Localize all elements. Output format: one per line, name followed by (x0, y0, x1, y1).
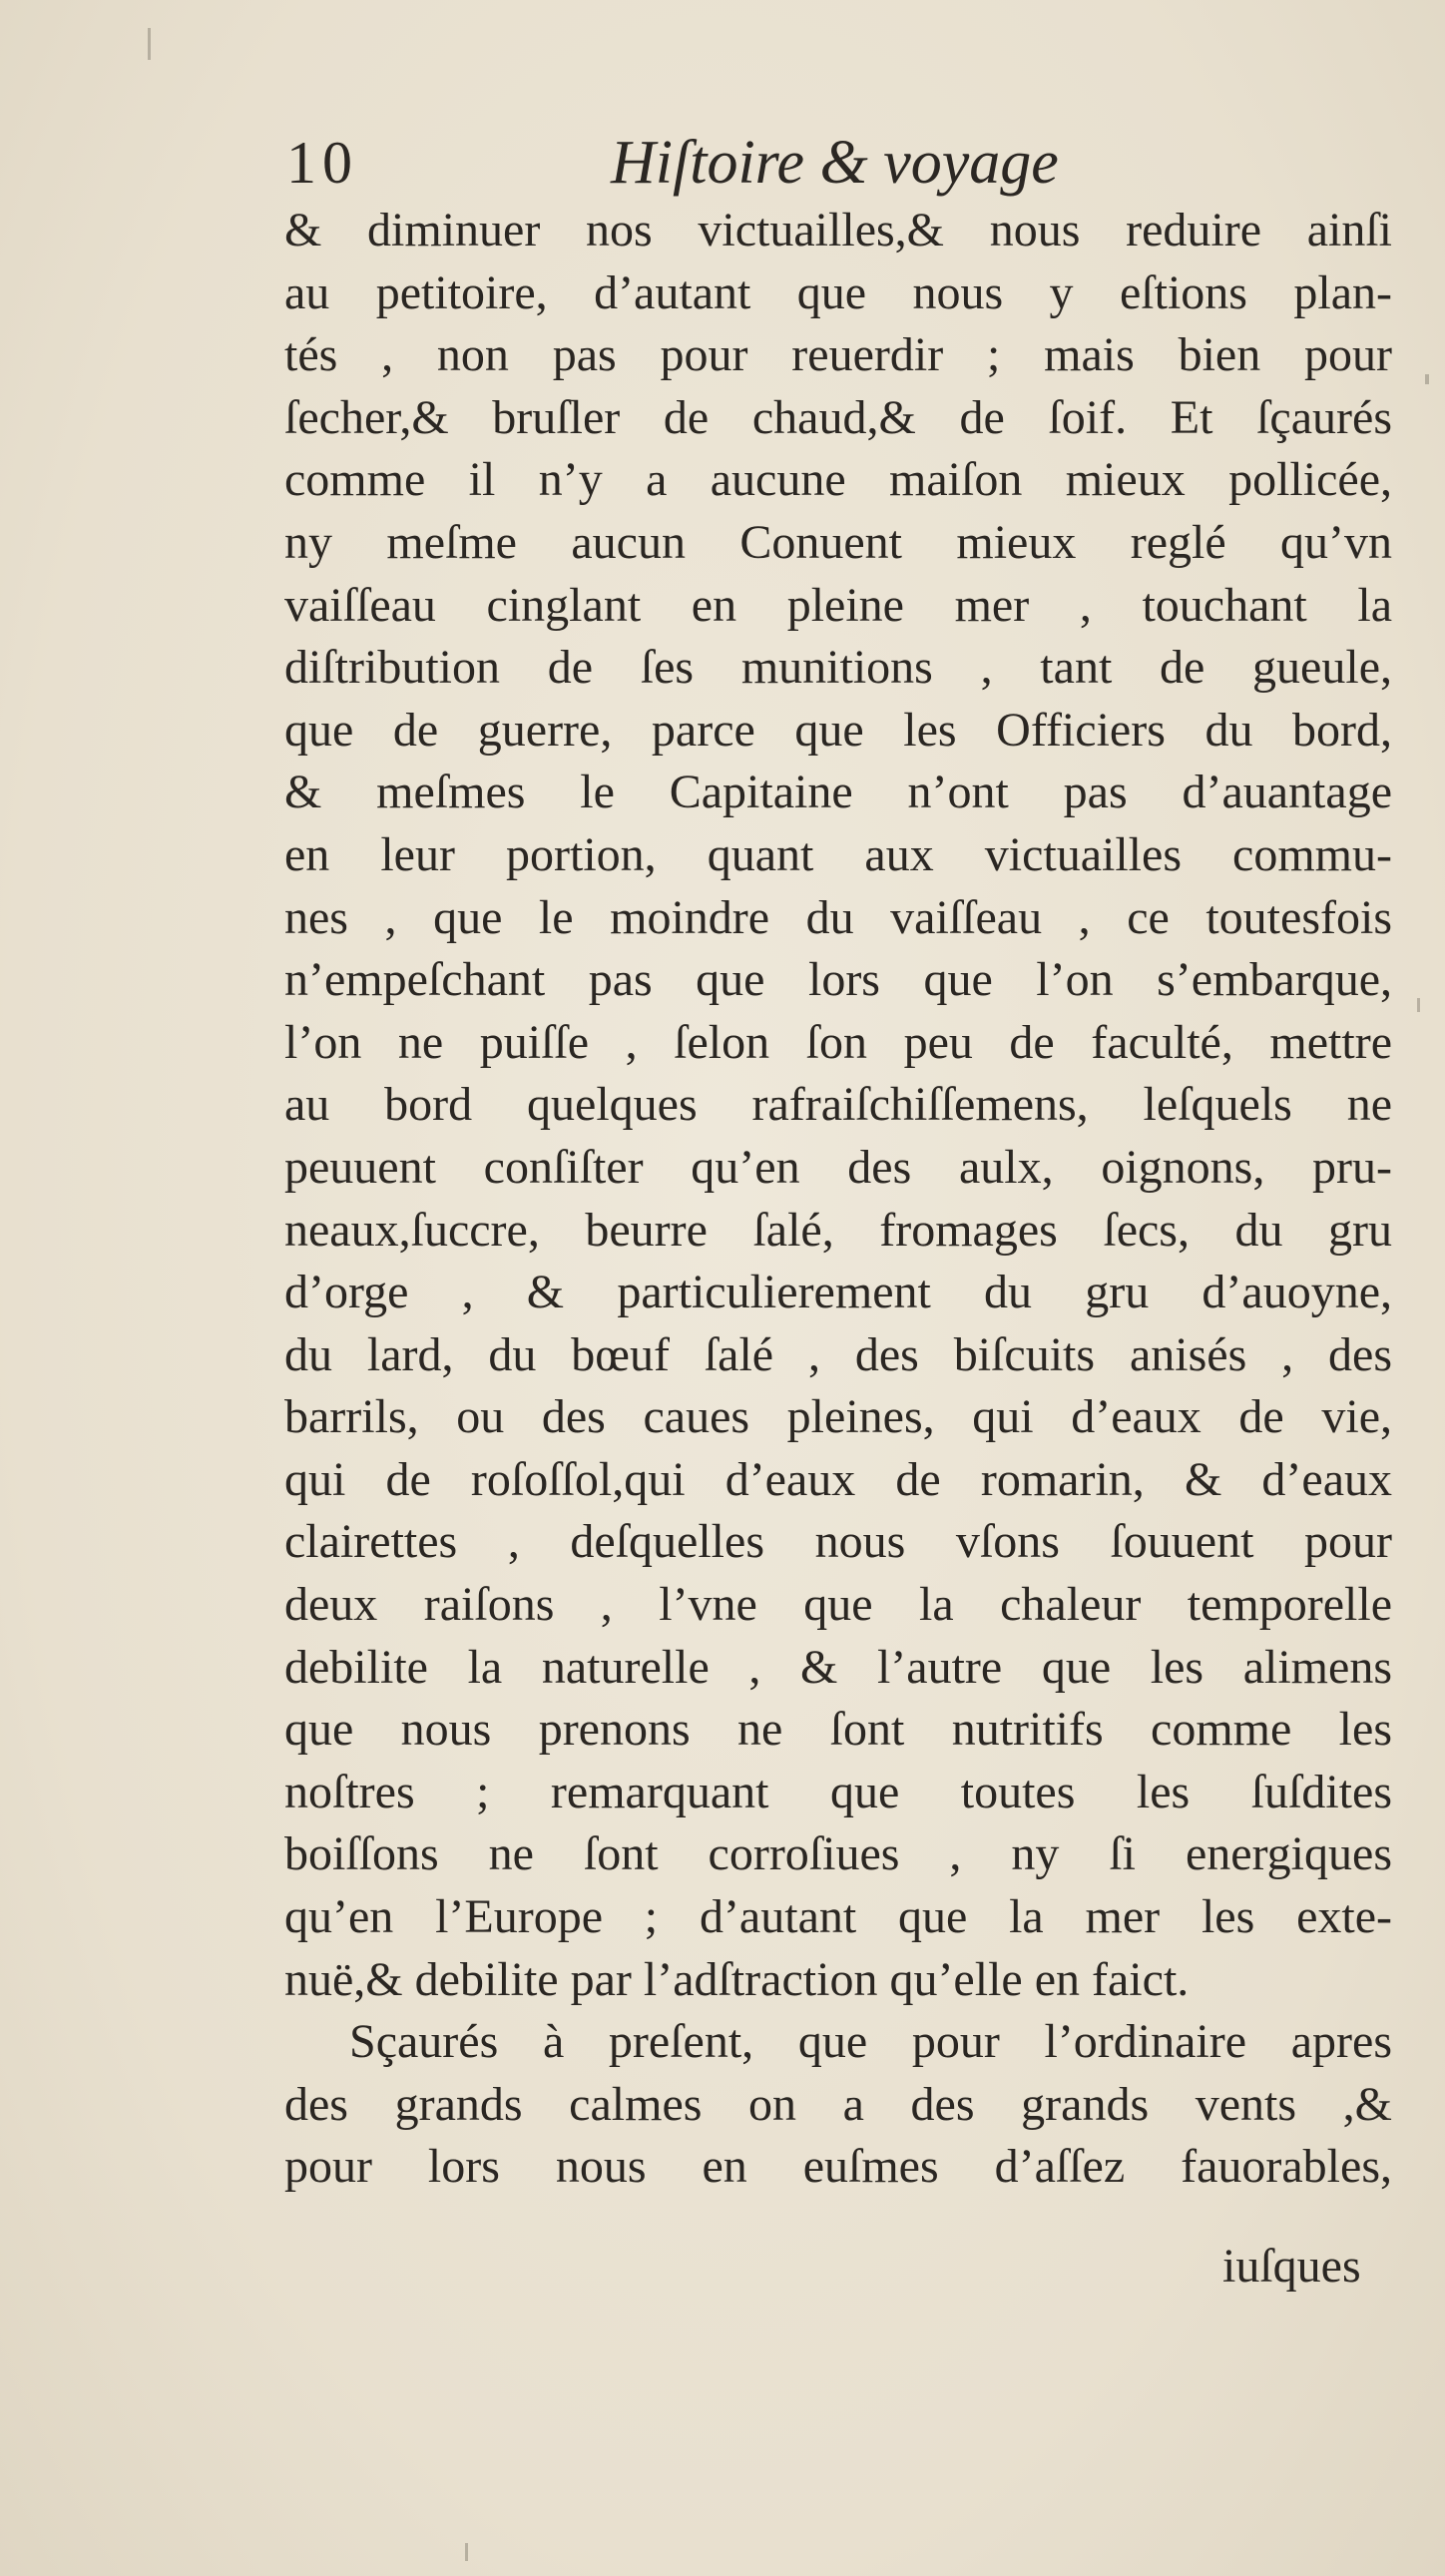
paper-mark (1417, 998, 1420, 1012)
text-line: clairettes , deſquelles nous vſons ſouuent pour (284, 1515, 1392, 1569)
text-line: au bord quelques rafraiſchiſſemens, leſquels ne (284, 1078, 1392, 1132)
text-line: comme il n’y a aucune maiſon mieux pollicée, (284, 453, 1392, 507)
text-line: Sçaurés à preſent, que pour l’ordinaire apres (349, 2015, 1392, 2069)
text-line: ny meſme aucun Conuent mieux reglé qu’vn (284, 515, 1392, 569)
running-head (286, 128, 1404, 208)
text-line: barrils, ou des caues pleines, qui d’eaux de vie, (284, 1390, 1392, 1444)
text-line: nes , que le moindre du vaiſſeau , ce toutesfois (284, 890, 1392, 944)
text-line: noſtres ; remarquant que toutes les ſuſdites (284, 1765, 1392, 1818)
text-line: d’orge , & particulierement du gru d’auoyne, (284, 1266, 1392, 1319)
paper-mark (465, 2543, 468, 2561)
text-line: en leur portion, quant aux victuailles commu- (284, 827, 1392, 881)
text-line: que nous prenons ne ſont nutritifs comme les (284, 1703, 1392, 1757)
text-line: boiſſons ne ſont corroſiues , ny ſi energiques (284, 1827, 1392, 1881)
text-line: tés , non pas pour reuerdir ; mais bien pour (284, 328, 1392, 382)
text-line: nuë,& debilite par l’adſtraction qu’elle en faict. (284, 1952, 1190, 2006)
text-line: n’empeſchant pas que lors que l’on s’embarque, (284, 953, 1392, 1007)
text-line: & meſmes le Capitaine n’ont pas d’auantage (284, 766, 1392, 819)
text-line: au petitoire, d’autant que nous y eſtions plan- (284, 265, 1392, 319)
paper-mark (148, 28, 151, 60)
text-line: neaux,ſuccre, beurre ſalé, fromages ſecs, du gru (284, 1203, 1392, 1257)
text-line: qu’en l’Europe ; d’autant que la mer les exte- (284, 1890, 1392, 1944)
text-line: que de guerre, parce que les Officiers du bord, (284, 703, 1392, 757)
paper-mark (1425, 374, 1429, 384)
text-line: du lard, du bœuf ſalé , des biſcuits anisés , des (284, 1327, 1392, 1381)
text-line: peuuent conſiſter qu’en des aulx, oignons, pru- (284, 1140, 1392, 1194)
text-line: vaiſſeau cinglant en pleine mer , touchant la (284, 578, 1392, 632)
text-line: ſecher,& bruſler de chaud,& de ſoif. Et ſçaurés (284, 390, 1392, 444)
text-line: des grands calmes on a des grands vents ,& (284, 2077, 1392, 2131)
text-line: deux raiſons , l’vne que la chaleur temporelle (284, 1578, 1392, 1632)
text-line: & diminuer nos victuailles,& nous reduire ainſi (284, 204, 1392, 257)
text-line: l’on ne puiſſe , ſelon ſon peu de faculté, mettre (284, 1015, 1392, 1069)
text-line: diſtribution de ſes munitions , tant de gueule, (284, 641, 1392, 695)
text-line: qui de roſoſſol,qui d’eaux de romarin, & d’eaux (284, 1452, 1392, 1506)
body-text (284, 200, 1392, 2199)
text-line: pour lors nous en euſmes d’aſſez fauorables, (284, 2140, 1392, 2194)
page-number: 10 (286, 130, 358, 196)
catchword: iuſques (1222, 2240, 1361, 2293)
text-line: debilite la naturelle , & l’autre que les alimens (284, 1640, 1392, 1694)
running-title: Hiſtoire & voyage (611, 129, 1059, 197)
